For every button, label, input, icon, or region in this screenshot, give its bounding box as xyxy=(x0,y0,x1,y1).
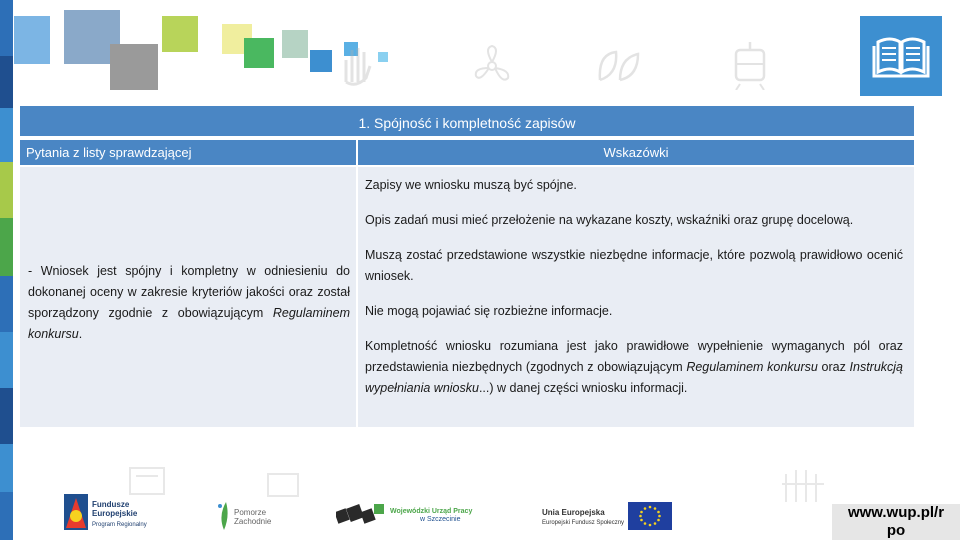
logo-pomorze-zachodnie: Pomorze Zachodnie xyxy=(216,500,286,532)
table-title: 1. Spójność i kompletność zapisów xyxy=(20,106,914,136)
building-icon xyxy=(264,468,304,503)
eu-flag-icon xyxy=(628,502,672,530)
tram-icon xyxy=(730,40,770,95)
hint-3: Muszą zostać przedstawione wszystkie niezbędne informacje, które pozwolą prawidłowo ocenić wniosek. xyxy=(365,248,903,283)
leaf-icon xyxy=(596,44,640,89)
wup-blocks-icon xyxy=(336,500,388,530)
fence-icon xyxy=(780,464,830,509)
hint-2: Opis zadań musi mieć przełożenie na wykazane koszty, wskaźniki oraz grupę docelową. xyxy=(365,213,854,227)
column-header-questions: Pytania z listy sprawdzającej xyxy=(20,140,356,165)
fe-star-icon xyxy=(64,494,90,530)
pz-leaf-icon xyxy=(216,500,232,530)
logo-fundusze-europejskie: Fundusze Europejskie Program Regionalny xyxy=(64,494,154,534)
propeller-icon xyxy=(470,44,514,93)
hint-1: Zapisy we wniosku muszą być spójne. xyxy=(365,178,577,192)
logo-unia-europejska: Unia Europejska Europejski Fundusz Społeczny xyxy=(540,502,680,534)
website-url[interactable]: www.wup.pl/r po xyxy=(832,504,960,540)
hint-4: Nie mogą pojawiać się rozbieżne informacje. xyxy=(365,304,613,318)
column-header-hints: Wskazówki xyxy=(358,140,914,165)
hints-cell xyxy=(358,167,914,427)
question-text: - Wniosek jest spójny i kompletny w odniesieniu do dokonanej oceny w zakresie kryteriów jakości oraz został sporządzony zgodnie z obowiązującym Regulaminem konkursu. xyxy=(28,264,350,341)
hint-5: Kompletność wniosku rozumiana jest jako prawidłowe wypełnienie wymaganych pól oraz przedstawienia niezbędnych (zgodnych z obowiązującym Regulaminem konkursu oraz Instrukcją wypełniania wniosku...) w danej części wniosku informacji. xyxy=(365,339,904,395)
logo-wup-szczecin: Wojewódzki Urząd Pracy w Szczecinie xyxy=(336,500,486,532)
questions-cell xyxy=(20,167,356,427)
book-icon xyxy=(860,16,942,96)
hand-icon xyxy=(338,42,374,91)
side-color-strip xyxy=(0,0,13,540)
